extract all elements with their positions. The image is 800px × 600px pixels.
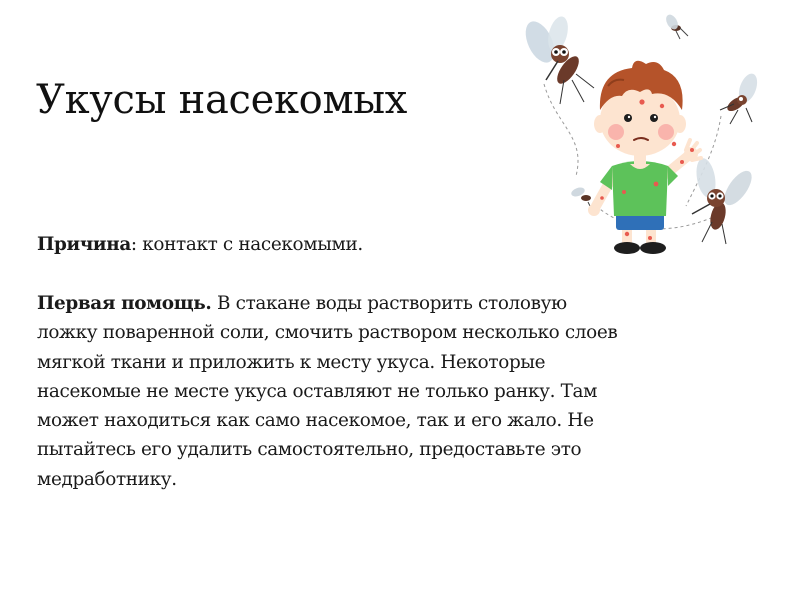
mosquito-icon (720, 71, 761, 124)
mosquito-icon (520, 14, 594, 104)
boy-with-mosquitoes-icon (516, 6, 774, 264)
first-aid-line: ложку поваренной соли, смочить раствором несколько слоев (37, 322, 618, 344)
first-aid-line: пытайтесь его удалить самостоятельно, предоставьте это (37, 439, 582, 461)
first-aid-line: мягкой ткани и приложить к месту укуса. Некоторые (37, 351, 546, 373)
mosquito-icon (570, 186, 592, 210)
mosquito-icon (692, 157, 757, 244)
first-aid-line: насекомые не месте укуса оставляют не только ранку. Там (37, 380, 598, 402)
first-aid-label: Первая помощь. (37, 293, 212, 314)
first-aid-line: медработнику. (37, 468, 177, 490)
first-aid-line: может находиться как само насекомое, так и его жало. Не (37, 410, 594, 432)
slide-title: Укусы насекомых (36, 77, 408, 123)
cause-paragraph (37, 230, 477, 259)
mosquito-icon (664, 13, 688, 39)
cause-label: Причина (37, 234, 131, 255)
first-aid-paragraph (37, 289, 737, 494)
cause-text: : контакт с насекомыми. (130, 234, 363, 255)
first-aid-line: В стакане воды растворить столовую (211, 293, 567, 314)
